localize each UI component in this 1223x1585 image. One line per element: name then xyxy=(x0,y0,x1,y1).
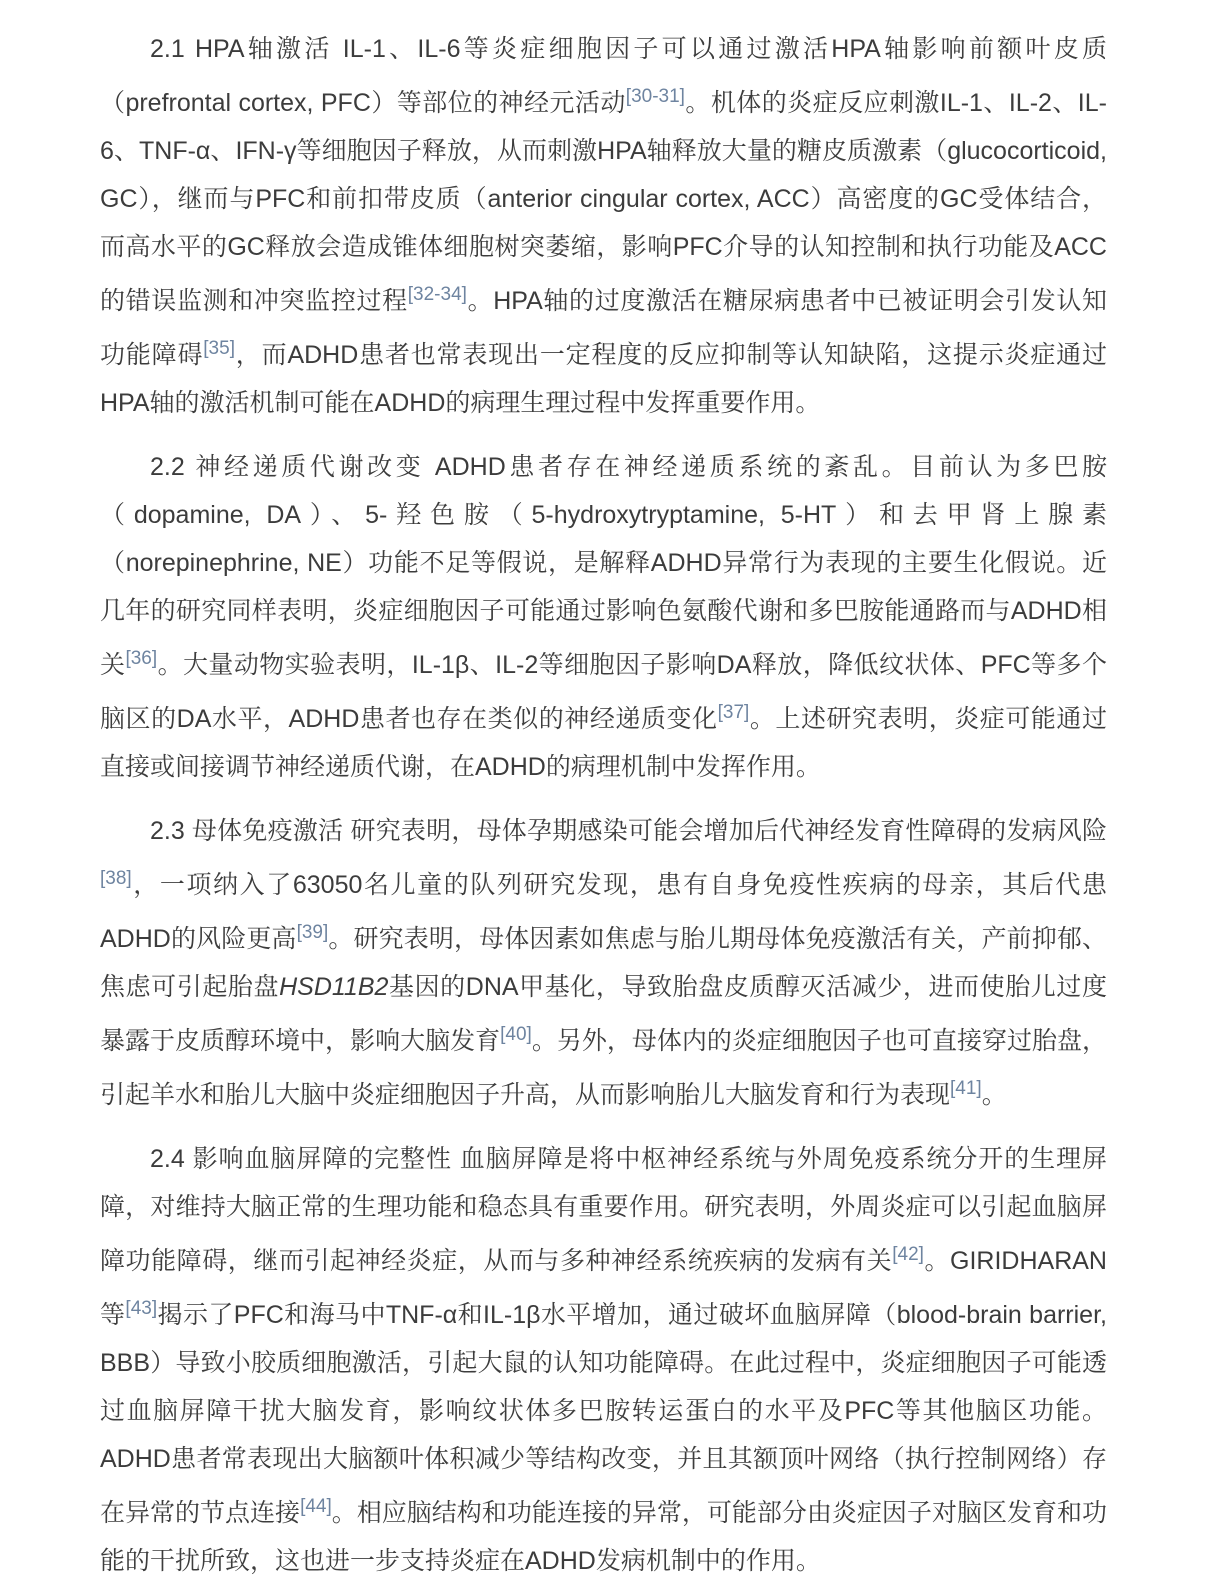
citation-ref: [37] xyxy=(717,702,750,723)
citation-ref: [30-31] xyxy=(625,86,685,107)
text-run: 2.3 母体免疫激活 研究表明，母体孕期感染可能会增加后代神经发育性障碍的发病风险 xyxy=(150,817,1107,845)
citation-ref: [40] xyxy=(500,1024,532,1045)
text-run: 。另外，母体内的炎症细胞因子也可直接穿过胎盘，引起羊水和胎儿大脑中炎症细胞因子升高，从而影响胎儿大脑发育和行为表现 xyxy=(100,1027,1107,1109)
citation-ref: [32-34] xyxy=(407,284,467,305)
paragraph-2-3-maternal-immune-activation xyxy=(100,807,1107,1119)
text-run: 。机体的炎症反应刺激IL-1、IL-2、IL-6、TNF-α、IFN-γ等细胞因子释放，从而刺激HPA轴释放大量的糖皮质激素（glucocorticoid, GC），继而与PFC和前扣带皮质（anterior cingular cortex, ACC）高密度的GC受体结合，而高水平的GC释放会造成锥体细胞树突萎缩，影响PFC介导的认知控制和执行功能及ACC的错误监测和冲突监控过程 xyxy=(100,89,1107,315)
text-run: 。 xyxy=(981,1081,1007,1109)
citation-ref: [41] xyxy=(950,1078,982,1099)
text-run: ，一项纳入了63050名儿童的队列研究发现，患有自身免疫性疾病的母亲，其后代患ADHD的风险更高 xyxy=(100,871,1107,953)
citation-ref: [44] xyxy=(300,1496,332,1517)
text-run: 。研究表明，母体因素如焦虑与胎儿期母体免疫激活有关，产前抑郁、焦虑可引起胎盘 xyxy=(100,925,1107,1001)
text-run: 2.4 影响血脑屏障的完整性 血脑屏障是将中枢神经系统与外周免疫系统分开的生理屏障，对维持大脑正常的生理功能和稳态具有重要作用。研究表明，外周炎症可以引起血脑屏障功能障碍，继而引起神经炎症，从而与多种神经系统疾病的发病有关 xyxy=(100,1145,1107,1275)
citation-ref: [35] xyxy=(203,338,235,359)
gene-name-italic: HSD11B2 xyxy=(279,973,389,1001)
citation-ref: [39] xyxy=(296,922,329,943)
text-run: 2.2 神经递质代谢改变 ADHD患者存在神经递质系统的紊乱。目前认为多巴胺（dopamine, DA）、5-羟色胺（5-hydroxytryptamine, 5-HT）和去甲肾上腺素（norepinephrine, NE）功能不足等假说，是解释ADHD异常行为表现的主要生化假说。近几年的研究同样表明，炎症细胞因子可能通过影响色氨酸代谢和多巴胺能通路而与ADHD相关 xyxy=(100,453,1107,679)
paragraph-2-1-hpa-axis-activation xyxy=(100,25,1107,427)
text-run: 2.1 HPA轴激活 IL-1、IL-6等炎症细胞因子可以通过激活HPA轴影响前额叶皮质（prefrontal cortex, PFC）等部位的神经元活动 xyxy=(100,35,1107,117)
text-run: ，而ADHD患者也常表现出一定程度的反应抑制等认知缺陷，这提示炎症通过HPA轴的激活机制可能在ADHD的病理生理过程中发挥重要作用。 xyxy=(100,341,1107,417)
citation-ref: [36] xyxy=(125,648,158,669)
text-run: 基因的DNA甲基化，导致胎盘皮质醇灭活减少，进而使胎儿过度暴露于皮质醇环境中，影响大脑发育 xyxy=(100,973,1107,1055)
text-run: 。HPA轴的过度激活在糖尿病患者中已被证明会引发认知功能障碍 xyxy=(100,287,1107,369)
text-run: 。大量动物实验表明，IL-1β、IL-2等细胞因子影响DA释放，降低纹状体、PFC等多个脑区的DA水平，ADHD患者也存在类似的神经递质变化 xyxy=(100,651,1107,733)
paragraph-2-4-blood-brain-barrier-integrity xyxy=(100,1135,1107,1585)
citation-ref: [42] xyxy=(892,1244,924,1265)
paragraph-2-2-neurotransmitter-metabolism xyxy=(100,443,1107,791)
text-run: 。上述研究表明，炎症可能通过直接或间接调节神经递质代谢，在ADHD的病理机制中发挥作用。 xyxy=(100,705,1107,781)
text-run: 揭示了PFC和海马中TNF-α和IL-1β水平增加，通过破坏血脑屏障（blood-brain barrier, BBB）导致小胶质细胞激活，引起大鼠的认知功能障碍。在此过程中，炎症细胞因子可能透过血脑屏障干扰大脑发育，影响纹状体多巴胺转运蛋白的水平及PFC等其他脑区功能。ADHD患者常表现出大脑额叶体积减少等结构改变，并且其额顶叶网络（执行控制网络）存在异常的节点连接 xyxy=(100,1301,1107,1527)
text-run: 。GIRIDHARAN等 xyxy=(100,1247,1107,1329)
citation-ref: [38] xyxy=(100,868,132,889)
citation-ref: [43] xyxy=(125,1298,158,1319)
text-run: 。相应脑结构和功能连接的异常，可能部分由炎症因子对脑区发育和功能的干扰所致，这也进一步支持炎症在ADHD发病机制中的作用。 xyxy=(100,1499,1107,1575)
